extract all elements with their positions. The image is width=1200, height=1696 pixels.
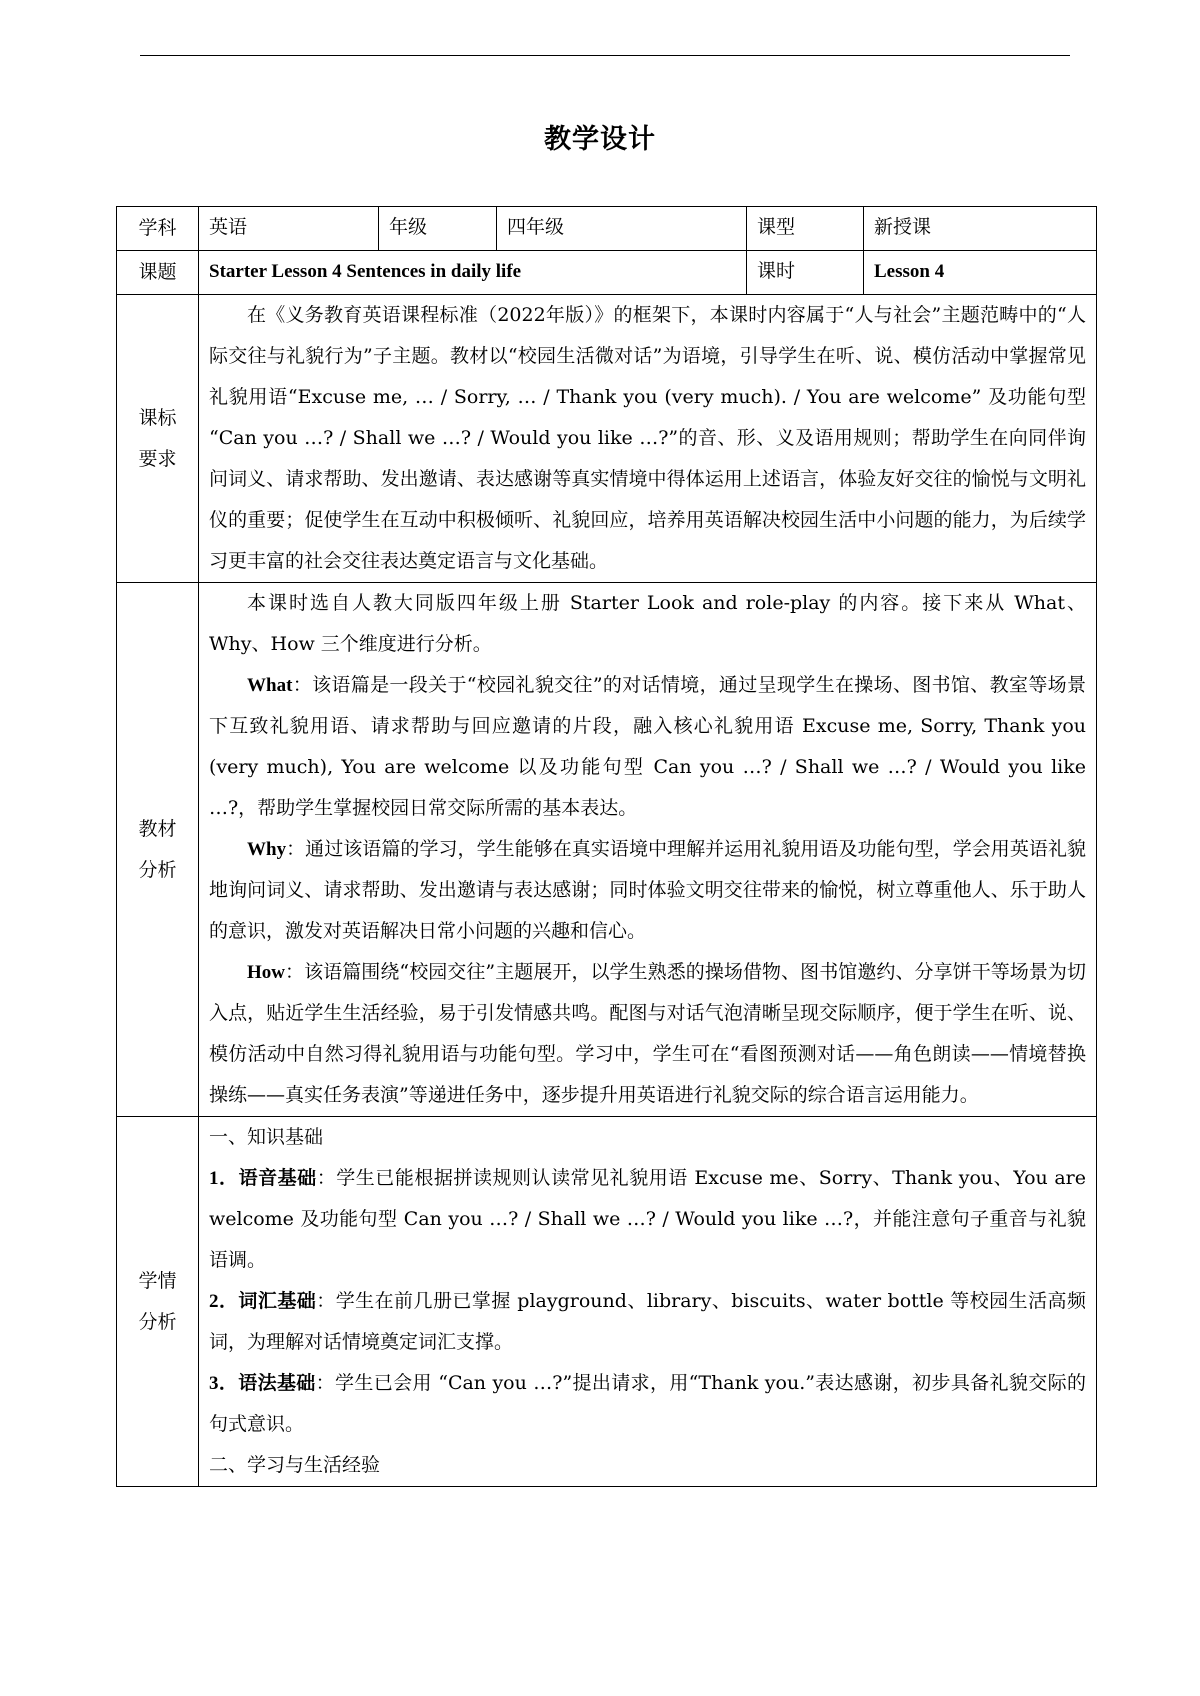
- material-label-line2: 分析: [138, 858, 177, 881]
- standards-row: [117, 295, 1097, 583]
- item3-number: 3．语法基础: [209, 1373, 316, 1394]
- material-intro: 本课时选自人教大同版四年级上册 Starter Look and role-play 的内容。接下来从 What、Why、How 三个维度进行分析。: [209, 592, 1086, 655]
- type-value: 新授课: [864, 207, 1097, 251]
- what-text: ：该语篇是一段关于“校园礼貌交往”的对话情境，通过呈现学生在操场、图书馆、教室等场景下互致礼貌用语、请求帮助与回应邀请的片段，融入核心礼貌用语 Excuse me, Sorry, Thank you (very much), You are welcome 以及功能句型 Can you …? / Shall we …? / Would you like …?，帮助学生掌握校园日常交际所需的基本表达。: [209, 674, 1086, 819]
- learners-row: [117, 1117, 1097, 1487]
- info-row-1: [117, 207, 1097, 251]
- what-label: What: [247, 675, 293, 696]
- standards-label-line2: 要求: [138, 447, 177, 470]
- header-rule: [140, 55, 1070, 56]
- item2-number: 2．词汇基础: [209, 1291, 317, 1312]
- learners-cell: [199, 1117, 1097, 1487]
- how-text: ：该语篇围绕“校园交往”主题展开，以学生熟悉的操场借物、图书馆邀约、分享饼干等场景为切入点，贴近学生生活经验，易于引发情感共鸣。配图与对话气泡清晰呈现交际顺序，便于学生在听、说、模仿活动中自然习得礼貌用语与功能句型。学习中，学生可在“看图预测对话——角色朗读——情境替换操练——真实任务表演”等递进任务中，逐步提升用英语进行礼貌交际的综合语言运用能力。: [209, 961, 1086, 1106]
- standards-label: [117, 295, 199, 583]
- lesson-plan-table: [116, 206, 1097, 1487]
- material-row: [117, 583, 1097, 1117]
- how-label: How: [247, 962, 285, 983]
- why-text: ：通过该语篇的学习，学生能够在真实语境中理解并运用礼貌用语及功能句型，学会用英语礼貌地询问词义、请求帮助、发出邀请与表达感谢；同时体验文明交往带来的愉悦，树立尊重他人、乐于助人的意识，激发对英语解决日常小问题的兴趣和信心。: [209, 838, 1086, 942]
- why-label: Why: [247, 839, 287, 860]
- subject-value: 英语: [199, 207, 379, 251]
- item3-text: ：学生已会用 “Can you …?”提出请求，用“Thank you.”表达感谢，初步具备礼貌交际的句式意识。: [209, 1372, 1086, 1435]
- material-label: [117, 583, 199, 1117]
- learners-item-1: [209, 1158, 1086, 1281]
- info-row-2: [117, 251, 1097, 295]
- topic-value: Starter Lesson 4 Sentences in daily life: [199, 251, 747, 295]
- material-why: [209, 829, 1086, 952]
- page-title: 教学设计: [544, 124, 656, 155]
- period-value: Lesson 4: [864, 251, 1097, 295]
- item1-text: ：学生已能根据拼读规则认读常见礼貌用语 Excuse me、Sorry、Thank you、You are welcome 及功能句型 Can you …? / Shall we …? / Would you like …?，并能注意句子重音与礼貌语调。: [209, 1167, 1086, 1271]
- grade-value: 四年级: [497, 207, 747, 251]
- topic-label: 课题: [117, 251, 199, 295]
- standards-label-line1: 课标: [138, 406, 177, 429]
- item1-number: 1．语音基础: [209, 1168, 317, 1189]
- standards-cell: [199, 295, 1097, 583]
- learners-label: [117, 1117, 199, 1487]
- item2-text: ：学生在前几册已掌握 playground、library、biscuits、water bottle 等校园生活高频词，为理解对话情境奠定词汇支撑。: [209, 1290, 1086, 1353]
- material-label-line1: 教材: [138, 817, 177, 840]
- standards-text: 在《义务教育英语课程标准（2022年版）》的框架下，本课时内容属于“人与社会”主题范畴中的“人际交往与礼貌行为”子主题。教材以“校园生活微对话”为语境，引导学生在听、说、模仿活动中掌握常见礼貌用语“Excuse me, … / Sorry, … / Thank you (very much). / You are welcome” 及功能句型 “Can you …? / Shall we …? / Would you like …?”的音、形、义及语用规则；帮助学生在向同伴询问词义、请求帮助、发出邀请、表达感谢等真实情境中得体运用上述语言，体验友好交往的愉悦与文明礼仪的重要；促使学生在互动中积极倾听、礼貌回应，培养用英语解决校园生活中小问题的能力，为后续学习更丰富的社会交往表达奠定语言与文化基础。: [209, 304, 1086, 572]
- learners-label-line1: 学情: [138, 1269, 177, 1292]
- material-cell: [199, 583, 1097, 1117]
- material-what: [209, 665, 1086, 829]
- learners-label-line2: 分析: [138, 1310, 177, 1333]
- material-how: [209, 952, 1086, 1116]
- type-label: 课型: [747, 207, 864, 251]
- learners-item-2: [209, 1281, 1086, 1363]
- section-knowledge: 一、知识基础: [209, 1126, 324, 1148]
- section-experience: 二、学习与生活经验: [209, 1454, 381, 1476]
- grade-label: 年级: [379, 207, 497, 251]
- period-label: 课时: [747, 251, 864, 295]
- subject-label: 学科: [117, 207, 199, 251]
- learners-item-3: [209, 1363, 1086, 1445]
